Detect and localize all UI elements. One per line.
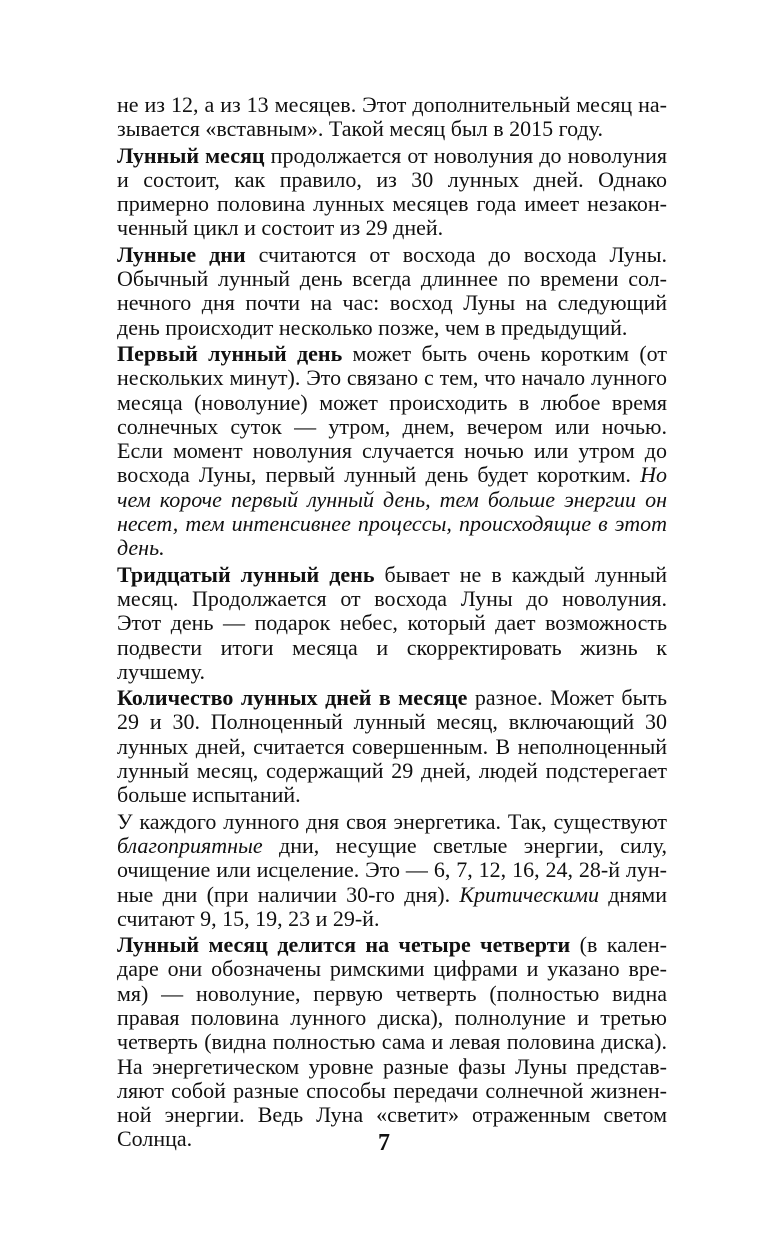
paragraph-four-quarters	[117, 933, 667, 1152]
paragraph-text: может быть очень коротким (от нескольких минут). Это связано с тем, что начало лунного месяца (новолуние) может происходить в любое время солнечных суток — утром, днем, вечером или ночью. Если момент новолуния случается ночью или утром до восхода Луны, первый лунный день будет коротким.	[117, 340, 667, 488]
paragraph-lead: Тридцатый лунный день	[117, 561, 375, 587]
paragraph-lead: Количество лунных дней в месяце	[117, 685, 468, 711]
paragraph-italic-text: Но чем короче первый лунный день, тем больше энергии он несет, тем интенсивнее процессы, происходящие в этот день.	[117, 462, 667, 561]
paragraph-lead: Лунные дни	[117, 241, 246, 267]
paragraph-lead: Лунный месяц	[117, 142, 265, 168]
paragraph-text: дни, несущие светлые энергии, силу, очищение или исцеление. Это — 6, 7, 12, 16, 24, 28-й лунные дни (при наличии 30-го дня).	[117, 832, 667, 907]
paragraph-continuation	[117, 93, 667, 142]
paragraph-text: (в календаре они обозначены римскими цифрами и указано время) — новолуние, первую четверть (полностью видна правая половина лунного диска), полнолуние и третью четверть (видна полностью сама и левая половина диска). На энергетическом уровне разные фазы Луны представляют собой разные способы передачи солнечной жизненной энергии. Ведь Луна «светит» отраженным светом Солнца.	[117, 932, 667, 1152]
paragraph-first-lunar-day	[117, 342, 667, 561]
paragraph-energetics	[117, 810, 667, 931]
paragraph-lead: Первый лунный день	[117, 340, 343, 366]
paragraph-text: не из 12, а из 13 месяцев. Этот дополнительный месяц называется «вставным». Такой месяц был в 2015 году.	[117, 92, 667, 142]
page-number: 7	[378, 1130, 390, 1156]
paragraph-italic-text: Критическими	[459, 881, 599, 907]
paragraph-lunar-days	[117, 243, 667, 340]
paragraph-text: считаются от восхода до восхода Луны. Обычный лунный день всегда длиннее по времени солнечного дня почти на час: восход Луны на следующий день происходит несколько позже, чем в предыдущий.	[117, 241, 667, 340]
paragraph-text: У каждого лунного дня своя энергетика. Так, существуют	[117, 808, 667, 834]
body-text	[117, 93, 667, 1152]
paragraph-italic-text: благоприятные	[117, 832, 263, 858]
paragraph-thirtieth-lunar-day	[117, 563, 667, 684]
paragraph-days-count	[117, 686, 667, 807]
paragraph-lunar-month	[117, 144, 667, 241]
paragraph-text: бывает не в каждый лунный месяц. Продолжается от восхода Луны до новолуния. Этот день — подарок небес, который дает возможность подвести итоги месяца и скорректировать жизнь к лучшему.	[117, 561, 667, 684]
paragraph-lead: Лунный месяц делится на четыре четверти	[117, 932, 571, 958]
paragraph-text: днями считают 9, 15, 19, 23 и 29-й.	[117, 881, 668, 931]
paragraph-text: разное. Может быть 29 и 30. Полноценный лунный месяц, включающий 30 лунных дней, считается совершенным. В неполноценный лунный месяц, содержащий 29 дней, людей подстерегает больше испытаний.	[117, 685, 668, 808]
paragraph-text: продолжается от новолуния до новолуния и состоит, как правило, из 30 лунных дней. Однако примерно половина лунных месяцев года имеет незаконченный цикл и состоит из 29 дней.	[117, 142, 667, 241]
